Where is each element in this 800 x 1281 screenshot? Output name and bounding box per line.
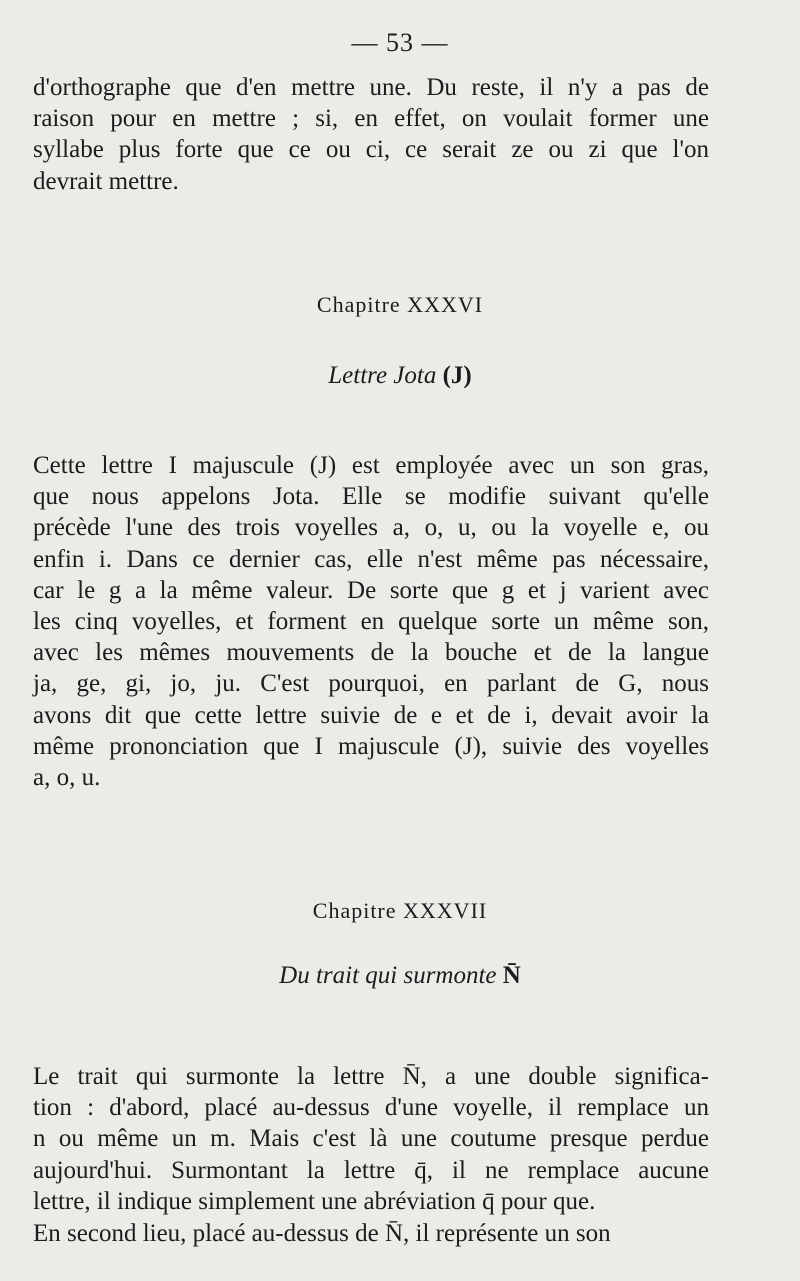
text-line: même prononciation que I majuscule (J), suivie des voyelles <box>33 732 709 760</box>
chapter-subtitle-37 <box>0 962 800 990</box>
text-line: lettre, il indique simplement une abréviation q̄ pour que. <box>33 1187 596 1215</box>
text-line: avec les mêmes mouvements de la bouche et de la langue <box>33 639 709 667</box>
text-line: Le trait qui surmonte la lettre N̄, a une double significa- <box>33 1063 709 1090</box>
text-line: précède l'une des trois voyelles a, o, u, ou la voyelle e, ou <box>33 514 709 542</box>
subtitle-text: Lettre Jota <box>328 362 437 389</box>
text-line: syllabe plus forte que ce ou ci, ce serait ze ou zi que l'on <box>33 136 709 164</box>
paragraph-jota <box>33 450 709 793</box>
paragraph-intro <box>33 72 709 197</box>
subtitle-letter: N̄ <box>502 962 521 989</box>
text-line: n ou même un m. Mais c'est là une coutume presque perdue <box>33 1125 709 1153</box>
chapter-heading-37: Chapitre XXXVII <box>312 898 488 923</box>
paragraph-second <box>33 1218 709 1249</box>
chapter-heading-36: Chapitre XXXVI <box>316 292 484 317</box>
paragraph-trait <box>33 1061 709 1217</box>
text-line: Cette lettre I majuscule (J) est employée avec un son gras, <box>33 452 709 479</box>
page-number: — 53 — <box>351 28 449 57</box>
text-line: raison pour en mettre ; si, en effet, on voulait former une <box>33 105 709 133</box>
text-line: a, o, u. <box>33 764 101 792</box>
text-line: enfin i. Dans ce dernier cas, elle n'est même pas nécessaire, <box>33 545 709 573</box>
text-line: les cinq voyelles, et forment en quelque sorte un même son, <box>33 608 709 636</box>
text-line: ja, ge, gi, jo, ju. C'est pourquoi, en parlant de G, nous <box>33 670 709 698</box>
text-line: tion : d'abord, placé au-dessus d'une voyelle, il remplace un <box>33 1094 709 1122</box>
subtitle-letter: (J) <box>442 362 472 389</box>
subtitle-text: Du trait qui surmonte <box>279 962 497 989</box>
text-line: En second lieu, placé au-dessus de N̄, il représente un son <box>33 1220 611 1247</box>
text-line: devrait mettre. <box>33 167 179 195</box>
chapter-subtitle-36 <box>0 362 800 390</box>
text-line: car le g a la même valeur. De sorte que g et j varient avec <box>33 576 709 604</box>
text-line: avons dit que cette lettre suivie de e et de i, devait avoir la <box>33 701 709 729</box>
text-line: aujourd'hui. Surmontant la lettre q̄, il ne remplace aucune <box>33 1156 709 1184</box>
text-line: que nous appelons Jota. Elle se modifie suivant qu'elle <box>33 483 709 511</box>
text-line: d'orthographe que d'en mettre une. Du reste, il n'y a pas de <box>33 74 709 101</box>
